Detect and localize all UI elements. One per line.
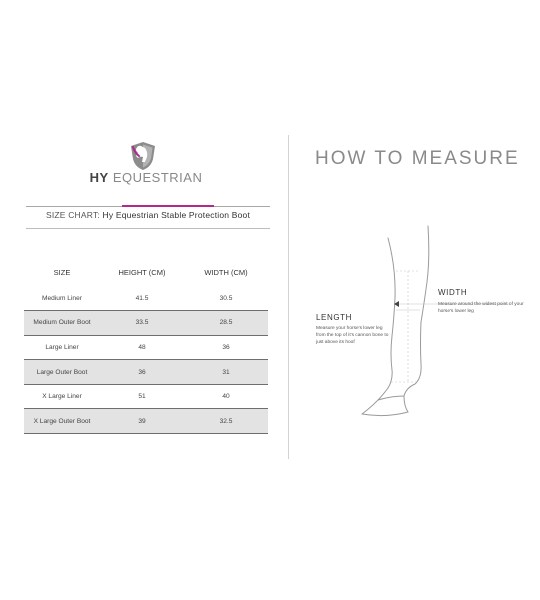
brand-name <box>60 170 232 185</box>
cell-size: Medium Outer Boot <box>33 319 91 327</box>
column-header-size: SIZE <box>53 267 71 277</box>
size-table <box>24 258 268 434</box>
table-row <box>24 311 268 336</box>
cell-size: Large Liner <box>45 343 79 351</box>
cell-width: 36 <box>222 343 230 351</box>
cell-height: 33.5 <box>135 319 149 327</box>
size-chart-product: Hy Equestrian Stable Protection Boot <box>102 210 251 220</box>
table-row <box>24 409 268 434</box>
table-row <box>24 335 268 360</box>
how-to-measure-title: HOW TO MEASURE <box>315 148 520 169</box>
width-instructions: Measure around the widest point of your horse's lower leg <box>438 302 524 314</box>
brand-name-bold: HY <box>89 170 109 185</box>
column-divider <box>288 135 289 459</box>
brand-name-rest: EQUESTRIAN <box>112 170 203 185</box>
column-header-height: HEIGHT (CM) <box>118 267 166 277</box>
hoof-outline <box>362 412 408 416</box>
column-header-width: WIDTH (CM) <box>204 267 248 277</box>
cell-height: 41.5 <box>135 294 149 302</box>
shield-horse-head-icon <box>128 140 158 172</box>
cell-height: 39 <box>138 417 146 425</box>
cell-size: X Large Liner <box>42 393 82 401</box>
size-chart-bottom-rule <box>26 228 270 229</box>
cell-width: 31 <box>222 368 230 376</box>
width-heading: WIDTH <box>438 288 468 297</box>
cell-size: X Large Outer Boot <box>33 417 91 425</box>
table-row <box>24 286 268 311</box>
cell-height: 48 <box>138 343 146 351</box>
horse-leg-diagram <box>300 222 530 422</box>
cell-width: 30.5 <box>219 294 233 302</box>
length-heading: LENGTH <box>316 313 353 322</box>
cell-size: Medium Liner <box>42 294 82 302</box>
length-instructions: Measure your horse's lower leg from the top of it's cannon bone to just above its hoof <box>316 326 389 345</box>
cell-height: 36 <box>138 368 146 376</box>
size-chart-label: SIZE CHART: <box>45 210 100 220</box>
cell-width: 32.5 <box>219 417 233 425</box>
table-row <box>24 360 268 385</box>
table-row <box>24 384 268 409</box>
coronet-line <box>378 396 404 400</box>
cell-width: 28.5 <box>219 319 233 327</box>
size-chart-top-rule <box>26 206 270 207</box>
cell-height: 51 <box>138 393 146 401</box>
cell-size: Large Outer Boot <box>36 368 88 376</box>
cell-width: 40 <box>222 393 230 401</box>
table-header-row <box>24 258 268 286</box>
size-chart-title <box>26 210 270 220</box>
